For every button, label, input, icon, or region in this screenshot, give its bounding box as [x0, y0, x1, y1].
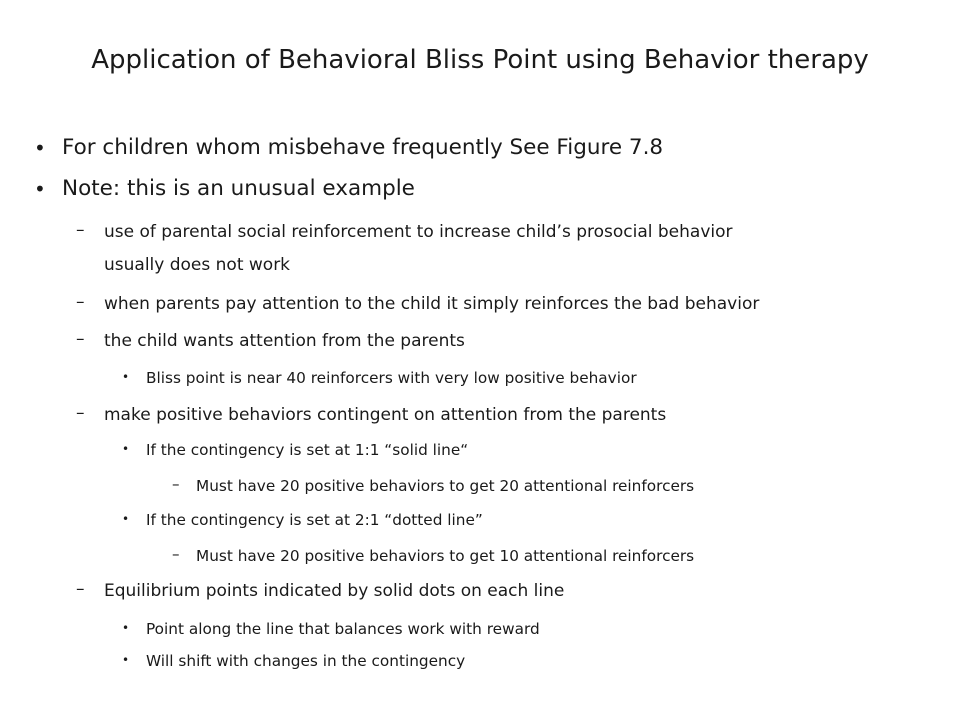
dash-marker-icon: – — [76, 220, 85, 240]
bullet-dot-icon: • — [122, 621, 130, 635]
bullet-dot-icon: • — [122, 512, 130, 526]
bullet-dot-icon: • — [122, 442, 130, 456]
sub-sub-bullet-text: If the contingency is set at 1:1 “solid line“ — [146, 441, 469, 459]
sub-bullet-text: the child wants attention from the parents — [104, 331, 465, 351]
dash-marker-icon: – — [172, 475, 180, 493]
dash-marker-icon: – — [76, 579, 85, 599]
bullet-text: For children whom misbehave frequently See Figure 7.8 — [62, 135, 664, 160]
sub-bullet-text: make positive behaviors contingent on attention from the parents — [104, 405, 667, 425]
sub-sub-bullet-text: If the contingency is set at 2:1 “dotted line” — [146, 511, 483, 529]
level4-bullet-text: Must have 20 positive behaviors to get 20 attentional reinforcers — [196, 477, 695, 495]
bullet-dot-icon: • — [34, 136, 46, 160]
sub-bullet-continuation: usually does not work — [104, 255, 291, 275]
bullet-text: Note: this is an unusual example — [62, 176, 415, 201]
sub-sub-bullet-text: Will shift with changes in the contingency — [146, 652, 466, 670]
sub-sub-bullet-text: Point along the line that balances work with reward — [146, 620, 540, 638]
level4-bullet-text: Must have 20 positive behaviors to get 10 attentional reinforcers — [196, 547, 695, 565]
sub-bullet-text: when parents pay attention to the child it simply reinforces the bad behavior — [104, 294, 760, 314]
bullet-dot-icon: • — [122, 653, 130, 667]
slide-title: Application of Behavioral Bliss Point using Behavior therapy — [91, 45, 869, 75]
bullet-dot-icon: • — [34, 177, 46, 201]
bullet-dot-icon: • — [122, 370, 130, 384]
dash-marker-icon: – — [172, 545, 180, 563]
sub-bullet-text: Equilibrium points indicated by solid dots on each line — [104, 581, 565, 601]
dash-marker-icon: – — [76, 403, 85, 423]
dash-marker-icon: – — [76, 292, 85, 312]
sub-bullet-text: use of parental social reinforcement to increase child’s prosocial behavior — [104, 222, 733, 242]
dash-marker-icon: – — [76, 329, 85, 349]
sub-sub-bullet-text: Bliss point is near 40 reinforcers with very low positive behavior — [146, 369, 637, 387]
